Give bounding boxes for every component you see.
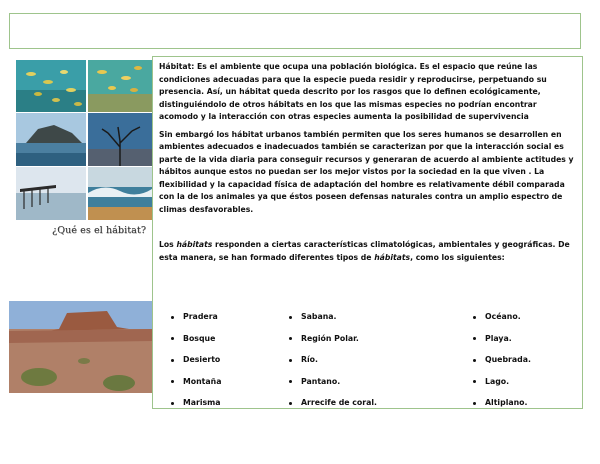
fish-reef-icon: [16, 60, 86, 112]
rocky-coast-image: [16, 113, 86, 166]
list-item: Desierto: [171, 354, 221, 376]
rocky-coast-icon: [16, 113, 86, 166]
list-item: Pantano.: [289, 376, 377, 398]
caption: ¿Qué es el hábitat?: [52, 225, 147, 236]
fish-reef-image-2: [88, 60, 152, 112]
list-item: Playa.: [473, 333, 531, 355]
list-item: Arrecife de coral.: [289, 397, 377, 419]
bare-tree-icon: [88, 113, 152, 166]
list-item: Quebrada.: [473, 354, 531, 376]
pier-icon: [16, 167, 86, 220]
list-item: Altiplano.: [473, 397, 531, 419]
paragraph-urban-habitat: Sin embargó los hábitat urbanos también permiten que los seres humanos se desarrollen en ambientes adecuados e inadecuados también se caracterizan por que la interacción social es parte de la vida diaria para conseguir recursos y generaran de acuerdo al ambiente actitudes y hábitos aunque estos no puedan ser los mejor vistos por la sociedad en la que viven . La flexibilidad y la capacidad física de adaptación del hombre es relativamente débil comparada con la de los animales ya que éstos poseen defensas naturales contra un amplio espectro de climas desfavorables.: [159, 129, 574, 214]
fish-reef-image: [16, 60, 86, 112]
paragraph-definition: Hábitat: Es el ambiente que ocupa una población biológica. Es el espacio que reúne las condiciones adecuadas para que la especie pueda residir y reproducirse, perpetuando su presencia. Así, un hábitat queda descrito por los rasgos que lo definen ecológicamente, distinguiéndolo de otros hábitats en los que las mismas especies no podrían encontrar acomodo y la interacción con otras especies aumenta la posibilidad de supervivencia: [159, 62, 547, 121]
list-item: Marisma: [171, 397, 221, 419]
habitat-list-col3: [473, 311, 531, 419]
list-item: Lago.: [473, 376, 531, 398]
desert-rock-icon: [9, 301, 152, 393]
desert-rock-image: [9, 301, 152, 393]
list-item: Río.: [289, 354, 377, 376]
list-item: Montaña: [171, 376, 221, 398]
wave-image: [88, 167, 152, 220]
list-item: Océano.: [473, 311, 531, 333]
list-item: Región Polar.: [289, 333, 377, 355]
bare-tree-image: [88, 113, 152, 166]
title-box: [9, 13, 581, 49]
list-item: Bosque: [171, 333, 221, 355]
list-item: Pradera: [171, 311, 221, 333]
fish-reef-2-icon: [88, 60, 152, 112]
paragraph-habitat-types: Los hábitats responden a ciertas características climatológicas, ambientales y geográficas. De esta manera, se han formado diferentes tipos de hábitats, como los siguientes:: [159, 240, 570, 262]
content-box: [152, 56, 583, 409]
habitat-list-col1: [171, 311, 221, 419]
habitat-list-col2: [289, 311, 377, 419]
wave-icon: [88, 167, 152, 220]
list-item: Sabana.: [289, 311, 377, 333]
pier-image: [16, 167, 86, 220]
